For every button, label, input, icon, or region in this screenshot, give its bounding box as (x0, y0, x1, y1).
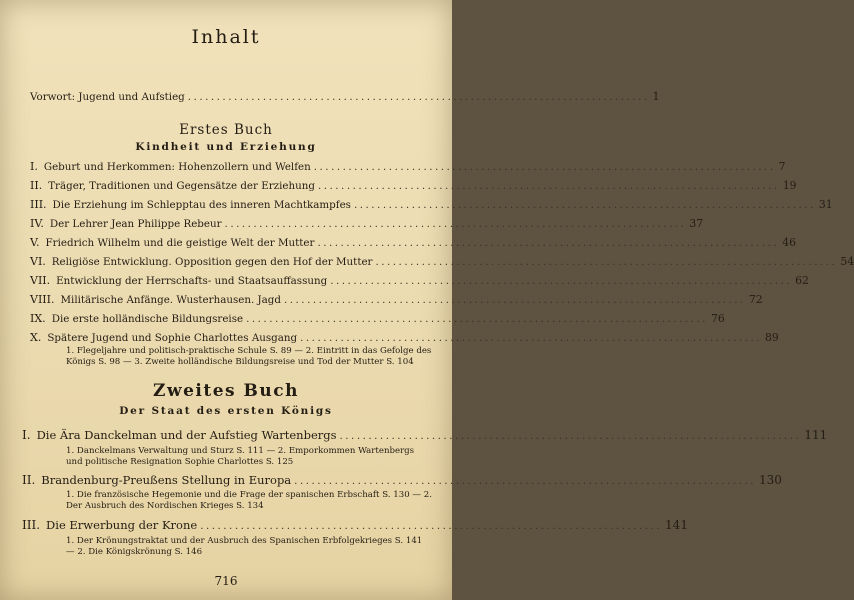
leader-dots: ................................................................................ (200, 520, 663, 532)
chapter-title: Geburt und Herkommen: Hohenzollern und Welfen (43, 161, 311, 173)
chapter-number: II. (22, 473, 36, 487)
book2-title: Zweites Buch (153, 381, 299, 401)
preface-entry (30, 90, 660, 103)
toc-entry (30, 236, 797, 249)
toc-entry (30, 198, 833, 211)
book2-subtitle: Der Staat des ersten Königs (119, 405, 333, 417)
leader-dots: ................................................................................ (317, 180, 780, 192)
leader-dots: ................................................................................ (294, 475, 757, 487)
leader-dots: ................................................................................ (300, 332, 762, 344)
toc-entry (30, 274, 809, 287)
chapter-title: Der Lehrer Jean Philippe Rebeur (49, 218, 222, 230)
chapter-page: 89 (765, 331, 779, 344)
leader-dots: ................................................................................ (283, 294, 746, 306)
toc-entry (22, 473, 782, 487)
chapter-title: Spätere Jugend und Sophie Charlottes Ausgang (47, 332, 298, 344)
leader-dots: ................................................................................ (317, 237, 780, 249)
leader-dots: ................................................................................ (375, 256, 838, 268)
chapter-page: 111 (804, 428, 828, 442)
chapter-number: I. (30, 160, 38, 173)
toc-entry (30, 160, 786, 173)
book1-subtitle: Kindheit und Erziehung (135, 141, 317, 153)
chapter-title: Die Erwerbung der Krone (46, 518, 198, 532)
toc-entry (30, 331, 779, 344)
leader-dots: ................................................................................ (339, 430, 802, 442)
entry-page: 1 (652, 90, 660, 103)
chapter-page: 76 (710, 312, 725, 325)
chapter-subsections: 1. Die französische Hegemonie und die Frage der spanischen Erbschaft S. 130 — 2. Der Ausbruch des Nordischen Krieges S. 134 (66, 490, 432, 511)
chapter-number: IX. (30, 312, 46, 325)
chapter-number: I. (22, 428, 31, 442)
leader-dots: ................................................................................ (187, 91, 650, 103)
chapter-page: 46 (782, 236, 797, 249)
chapter-title: Religiöse Entwicklung. Opposition gegen den Hof der Mutter (51, 256, 373, 268)
leader-dots: ................................................................................ (353, 199, 816, 211)
chapter-subsections: 1. Flegeljahre und politisch-praktische Schule S. 89 — 2. Eintritt in das Gefolge des Königs S. 98 — 3. Zweite holländische Bildungsreise und Tod der Mutter S. 104 (66, 346, 432, 367)
toc-entry (22, 518, 688, 532)
chapter-title: Friedrich Wilhelm und die geistige Welt der Mutter (45, 237, 315, 249)
toc-entry (30, 255, 854, 268)
chapter-page: 7 (778, 160, 786, 173)
chapter-number: III. (22, 518, 41, 532)
chapter-page: 54 (840, 255, 854, 268)
chapter-title: Die Ära Danckelman und der Aufstieg Wartenbergs (36, 428, 337, 442)
chapter-title: Militärische Anfänge. Wusterhausen. Jagd (60, 294, 281, 306)
chapter-page: 31 (818, 198, 833, 211)
chapter-subsections: 1. Danckelmans Verwaltung und Sturz S. 111 — 2. Emporkommen Wartenbergs und politische Resignation Sophie Charlottes S. 125 (66, 446, 415, 467)
leader-dots: ................................................................................ (330, 275, 793, 287)
chapter-title: Brandenburg-Preußens Stellung in Europa (41, 473, 292, 487)
book1-title: Erstes Buch (179, 122, 273, 138)
toc-entry (30, 312, 725, 325)
chapter-title: Träger, Traditionen und Gegensätze der Erziehung (48, 180, 315, 192)
chapter-page: 62 (795, 274, 809, 287)
chapter-page: 37 (689, 217, 704, 230)
chapter-title: Die Erziehung im Schlepptau des inneren Machtkampfes (52, 199, 351, 211)
entry-title: Vorwort: Jugend und Aufstieg (30, 91, 185, 103)
page-number: 716 (214, 574, 238, 588)
chapter-number: VI. (30, 255, 46, 268)
page-title: Inhalt (191, 26, 261, 48)
chapter-subsections: 1. Der Krönungstraktat und der Ausbruch des Spanischen Erbfolgekrieges S. 141 — 2. Die Königskrönung S. 146 (66, 536, 423, 557)
chapter-number: VIII. (30, 293, 55, 306)
chapter-number: VII. (30, 274, 51, 287)
chapter-page: 72 (748, 293, 763, 306)
chapter-number: III. (30, 198, 47, 211)
toc-entry (30, 293, 763, 306)
chapter-number: V. (30, 236, 40, 249)
chapter-page: 19 (782, 179, 797, 192)
toc-entry (30, 179, 797, 192)
chapter-number: II. (30, 179, 43, 192)
chapter-title: Die erste holländische Bildungsreise (51, 313, 244, 325)
toc-entry (30, 217, 704, 230)
leader-dots: ................................................................................ (313, 161, 776, 173)
chapter-title: Entwicklung der Herrschafts- und Staatsauffassung (56, 275, 328, 287)
chapter-page: 130 (759, 473, 782, 487)
toc-entry (22, 428, 828, 442)
chapter-number: IV. (30, 217, 44, 230)
chapter-number: X. (30, 331, 42, 344)
leader-dots: ................................................................................ (224, 218, 687, 230)
chapter-page: 141 (665, 518, 688, 532)
leader-dots: ................................................................................ (246, 313, 708, 325)
